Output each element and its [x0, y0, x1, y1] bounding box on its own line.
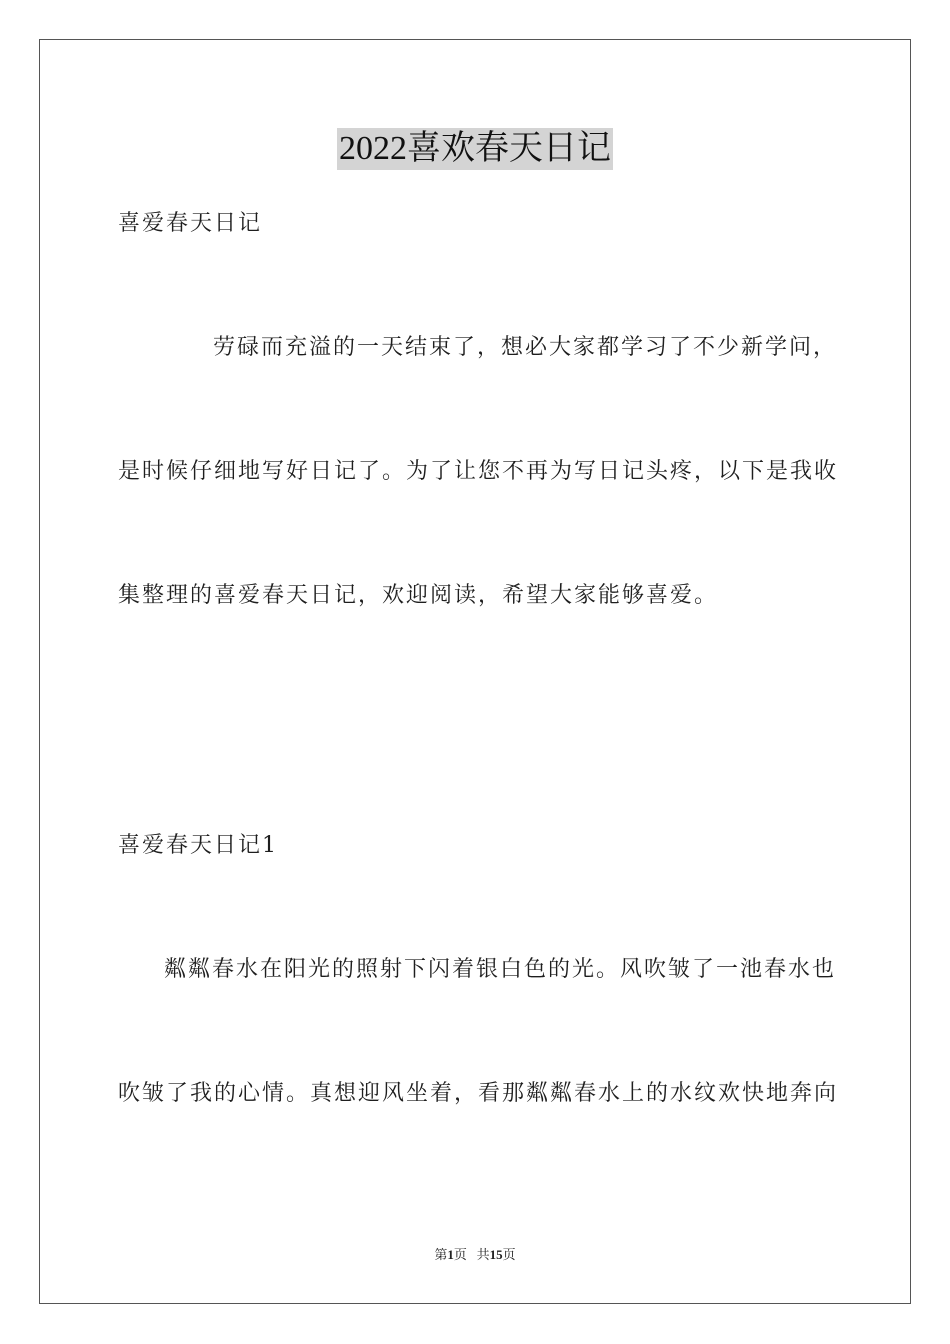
section-heading: 喜爱春天日记1 [118, 833, 278, 858]
footer-page-suffix: 页 [453, 1247, 467, 1262]
intro-line-3: 集整理的喜爱春天日记，欢迎阅读，希望大家能够喜爱。 [118, 583, 719, 608]
intro-line-1: 劳碌而充溢的一天结束了，想必大家都学习了不少新学问， [213, 335, 838, 360]
footer-total-prefix: 共 [476, 1247, 490, 1262]
footer-page-prefix: 第 [434, 1247, 448, 1262]
footer-total-pages: 15 [489, 1247, 503, 1262]
section-line-1: 粼粼春水在阳光的照射下闪着银白色的光。风吹皱了一池春水也 [164, 957, 837, 982]
intro-line-2: 是时候仔细地写好日记了。为了让您不再为写日记头疼，以下是我收 [118, 459, 839, 484]
section-line-2: 吹皱了我的心情。真想迎风坐着，看那粼粼春水上的水纹欢快地奔向 [118, 1081, 839, 1106]
title-container [0, 128, 950, 170]
document-subtitle: 喜爱春天日记 [118, 211, 263, 236]
footer-page-number: 1 [447, 1247, 454, 1262]
document-title: 2022喜欢春天日记 [337, 128, 613, 170]
page-footer [0, 1246, 950, 1264]
footer-total-suffix: 页 [502, 1247, 516, 1262]
